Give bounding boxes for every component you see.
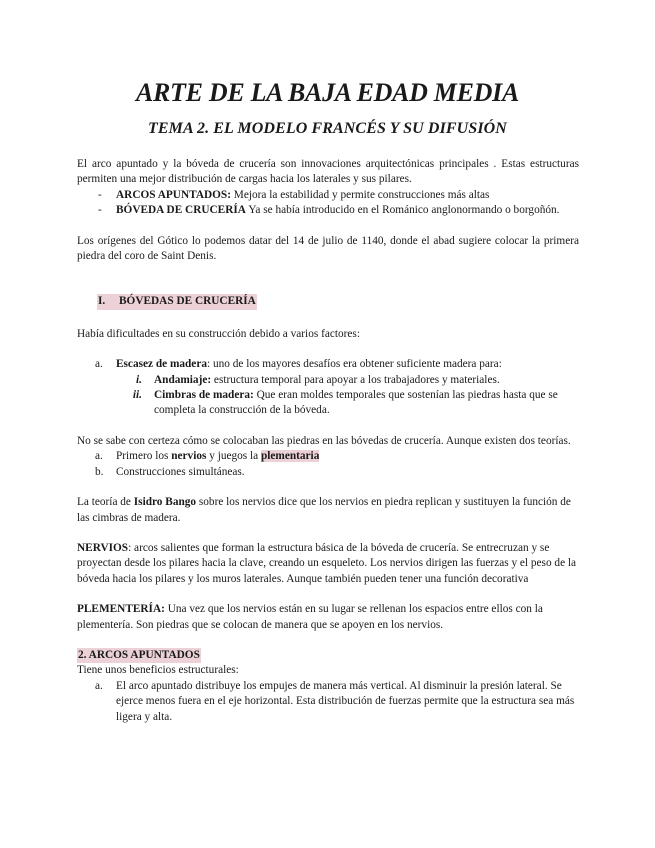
item-bold: Cimbras de madera:: [154, 389, 254, 402]
list-item: [136, 373, 579, 388]
page-subtitle: TEMA 2. EL MODELO FRANCÉS Y SU DIFUSIÓN: [148, 120, 507, 137]
origins-paragraph: Los orígenes del Gótico lo podemos datar del 14 de julio de 1140, donde el abad sugiere colocar la primera piedra del coro de Saint Denis.: [77, 234, 579, 263]
uncertain-paragraph: No se sabe con certeza cómo se colocaban las piedras en las bóvedas de crucería. Aunque existen dos teorías.: [77, 434, 571, 447]
list-item: [116, 188, 579, 203]
benefits-paragraph: Tiene unos beneficios estructurales:: [77, 664, 239, 677]
section-heading: [77, 294, 579, 309]
plementeria-paragraph: PLEMENTERÍA: Una vez que los nervios están en su lugar se rellenan los espacios entre ellos con la plementería. Son piedras que se colocan de manera que se apoyen en los nervios.: [77, 603, 543, 631]
dash-list: [77, 188, 579, 219]
item-bold: Escasez de madera: [116, 358, 207, 371]
section-title: BÓVEDAS DE CRUCERÍA: [119, 295, 256, 308]
sub-list: [116, 373, 579, 419]
difficulties-paragraph: Había dificultades en su construcción debido a varios factores:: [77, 327, 360, 340]
section-highlight: I. BÓVEDAS DE CRUCERÍA: [97, 294, 257, 309]
item-text: : uno de los mayores desafíos era obtener suficiente madera para:: [206, 358, 502, 371]
page-title: ARTE DE LA BAJA EDAD MEDIA: [135, 78, 520, 107]
list-marker: ii.: [132, 389, 142, 402]
item-text: estructura temporal para apoyar a los trabajadores y materiales.: [211, 373, 500, 386]
item-bold: BÓVEDA DE CRUCERÍA: [116, 204, 246, 217]
isidro-paragraph: La teoría de Isidro Bango sobre los nervios dice que los nervios en piedra replican y sustituyen la función de las cimbras de madera.: [77, 496, 571, 524]
list-marker: a.: [95, 450, 103, 463]
list-item: a. El arco apuntado distribuye los empujes de manera más vertical. Al disminuir la presión lateral. Se ejerce menos fuera en el eje horizontal. Esta distribución de fuerzas permite que la estructura sea más ligera y alta.: [95, 679, 575, 723]
factor-list: [77, 357, 579, 419]
item-bold: Andamiaje:: [154, 373, 212, 386]
list-item: a. Primero los nervios y juegos la plementaria: [116, 449, 579, 464]
list-item: b. Construcciones simultáneas.: [116, 465, 579, 480]
list-item: [95, 357, 579, 419]
nervios-paragraph: NERVIOS: arcos salientes que forman la estructura básica de la bóveda de crucería. Se entrecruzan y se proyectan desde los pilares hacia la clave, creando un esqueleto. Los nervios dirigen las fuerzas y el peso de la bóveda hacia los pilares y los muros laterales. Aunque también pueden tener una función decorativa: [77, 541, 577, 585]
item-text: Ya se había introducido en el Románico anglonormando o borgoñón.: [245, 204, 560, 217]
list-item: [116, 203, 579, 218]
list-marker: b.: [95, 465, 104, 478]
list-marker: a.: [95, 358, 103, 371]
item-text: Que eran moldes temporales que sostenían las piedras hasta que se completa la construcción de la bóveda.: [154, 389, 558, 417]
intro-paragraph: El arco apuntado y la bóveda de crucería son innovaciones arquitectónicas principales . Estas estructuras permiten una mejor distribución de cargas hacia los laterales y sus pilares.: [77, 158, 579, 186]
highlighted-term: plementaria: [260, 450, 320, 463]
item-bold: ARCOS APUNTADOS:: [116, 188, 231, 201]
document-body: [77, 157, 579, 725]
list-item: [132, 388, 579, 419]
list-marker: a.: [95, 679, 103, 692]
benefits-list: [77, 679, 579, 725]
section-heading: [77, 648, 579, 663]
list-marker: i.: [136, 373, 142, 386]
theories-list: [77, 449, 579, 480]
item-text: Mejora la estabilidad y permite construcciones más altas: [230, 188, 490, 201]
section-title: 2. ARCOS APUNTADOS: [77, 648, 201, 663]
